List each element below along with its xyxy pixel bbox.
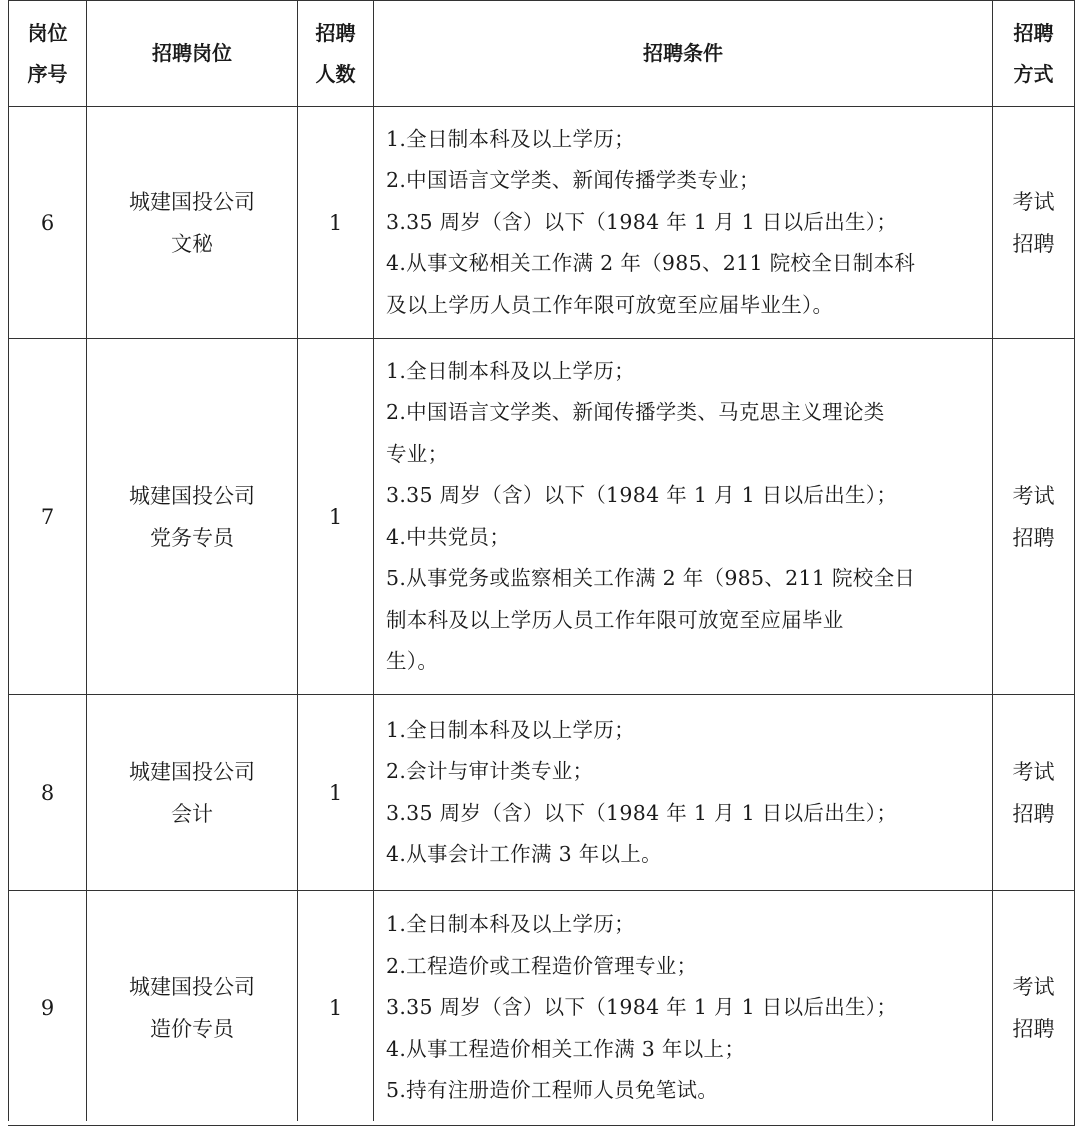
method-line: 招聘 [1012,525,1055,550]
row-count: 1 [298,891,374,1126]
condition-line: 1.全日制本科及以上学历； [386,126,635,151]
condition-line: 1.全日制本科及以上学历； [386,358,635,383]
row-index: 8 [9,695,87,891]
header-count-line-2: 人数 [315,61,356,86]
condition-line: 3.35 周岁（含）以下（1984 年 1 月 1 日以后出生）； [386,209,898,234]
header-index-line-1: 岗位 [27,20,68,45]
method-line: 考试 [1012,975,1055,999]
condition-line: 2.中国语言文学类、新闻传播学类、马克思主义理论类 [386,400,885,424]
row-conditions [374,695,993,891]
recruitment-table [8,0,1075,1126]
post-line: 文秘 [171,231,213,256]
row-count: 1 [298,107,374,339]
post-line: 城建国投公司 [129,483,255,508]
row-index: 7 [9,339,87,695]
condition-line: 1.全日制本科及以上学历； [386,912,635,937]
post-line: 城建国投公司 [129,975,255,999]
condition-line: 2.工程造价或工程造价管理专业； [386,953,698,978]
condition-line: 2.中国语言文学类、新闻传播学类专业； [386,168,760,193]
condition-line: 4.中共党员； [386,524,511,549]
condition-line: 2.会计与审计类专业； [386,759,594,783]
row-conditions [374,107,993,339]
condition-line: 制本科及以上学历人员工作年限可放宽至应届毕业 [386,607,844,632]
table-row [9,339,1075,695]
table-row [9,891,1075,1126]
header-count [298,1,374,107]
header-method-line-2: 方式 [1013,61,1054,86]
header-method [993,1,1075,107]
condition-line: 4.从事会计工作满 3 年以上。 [386,842,662,866]
condition-line: 及以上学历人员工作年限可放宽至应届毕业生）。 [386,292,834,317]
condition-line: 1.全日制本科及以上学历； [386,717,635,742]
recruitment-document [8,0,1074,1125]
table-header-row [9,1,1075,107]
header-index-line-2: 序号 [27,61,68,86]
condition-line: 4.从事工程造价相关工作满 3 年以上； [386,1036,746,1061]
row-count: 1 [298,695,374,891]
condition-line: 4.从事文秘相关工作满 2 年（985、211 院校全日制本科 [386,251,916,276]
condition-line: 3.35 周岁（含）以下（1984 年 1 月 1 日以后出生）； [386,800,898,825]
header-count-line-1: 招聘 [315,20,356,45]
post-line: 造价专员 [150,1017,234,1041]
row-method [993,695,1075,891]
header-conditions: 招聘条件 [374,1,993,107]
header-method-line-1: 招聘 [1013,20,1054,45]
header-index [9,1,87,107]
post-line: 党务专员 [150,525,234,550]
row-method [993,107,1075,339]
condition-line: 5.从事党务或监察相关工作满 2 年（985、211 院校全日 [386,566,916,590]
row-post [87,695,298,891]
header-post: 招聘岗位 [87,1,298,107]
row-method [993,891,1075,1126]
condition-line: 5.持有注册造价工程师人员免笔试。 [386,1078,719,1103]
method-line: 考试 [1012,189,1055,214]
condition-line: 3.35 周岁（含）以下（1984 年 1 月 1 日以后出生）； [386,995,898,1020]
method-line: 考试 [1012,759,1055,784]
row-method [993,339,1075,695]
row-post [87,107,298,339]
method-line: 招聘 [1012,1017,1055,1041]
row-index: 9 [9,891,87,1126]
post-line: 城建国投公司 [129,759,255,784]
row-index: 6 [9,107,87,339]
condition-line: 专业； [386,441,449,466]
post-line: 会计 [171,801,213,826]
row-post [87,891,298,1126]
table-row [9,695,1075,891]
post-line: 城建国投公司 [129,189,255,214]
row-conditions [374,891,993,1126]
row-conditions [374,339,993,695]
row-post [87,339,298,695]
condition-line: 3.35 周岁（含）以下（1984 年 1 月 1 日以后出生）； [386,483,898,507]
condition-line: 生）。 [386,649,439,673]
method-line: 招聘 [1012,231,1055,256]
method-line: 考试 [1012,483,1055,508]
row-count: 1 [298,339,374,695]
method-line: 招聘 [1012,801,1055,826]
page-bottom-edge [8,1121,1074,1125]
table-row [9,107,1075,339]
